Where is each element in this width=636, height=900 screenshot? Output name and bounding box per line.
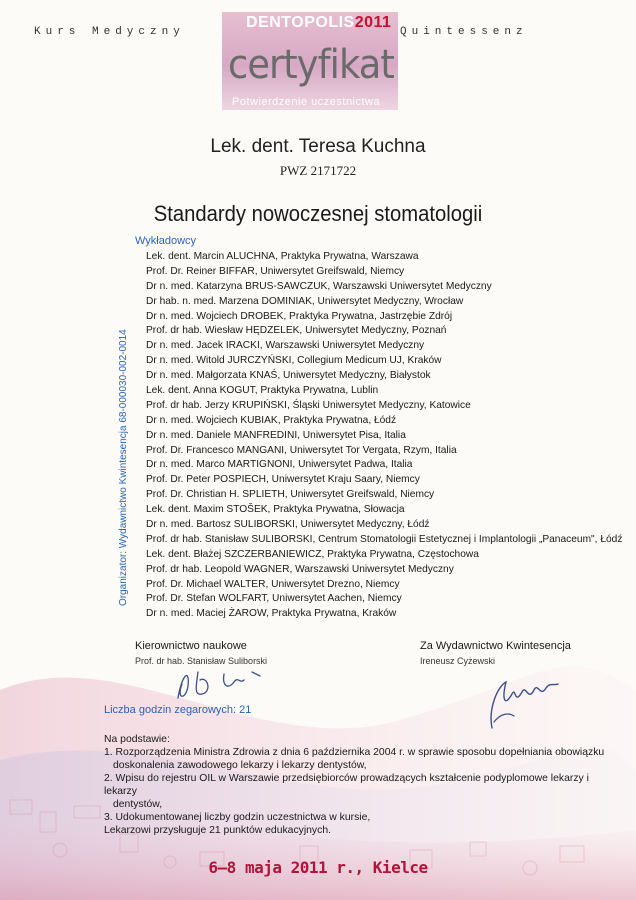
lecturer-item: Prof. Dr. Christian H. SPLIETH, Uniwersytet Greifswald, Niemcy bbox=[146, 489, 435, 501]
legal-basis-heading: Na podstawie: bbox=[104, 734, 170, 745]
recipient-name: Lek. dent. Teresa Kuchna bbox=[210, 136, 426, 157]
course-title: Standardy nowoczesnej stomatologii bbox=[153, 201, 483, 226]
publisher-name: Ireneusz Cyżewski bbox=[420, 656, 496, 666]
hours-count: Liczba godzin zegarowych: 21 bbox=[104, 704, 252, 716]
lecturer-item: Prof. dr hab. Jerzy KRUPIŃSKI, Śląski Uniwersytet Medyczny, Katowice bbox=[146, 399, 471, 411]
certificate-heading: certyfikat bbox=[228, 42, 394, 88]
scientific-director-signature bbox=[168, 664, 278, 706]
lecturer-item: Dr hab. n. med. Marzena DOMINIAK, Uniwersytet Medyczny, Wrocław bbox=[146, 295, 464, 307]
legal-basis-item: 1. Rozporządzenia Ministra Zdrowia z dnia 6 października 2004 r. w sprawie sposobu dopełniania obowiązku bbox=[104, 747, 605, 758]
lecturer-item: Lek. dent. Błażej SZCZERBANIEWICZ, Praktyka Prywatna, Częstochowa bbox=[146, 548, 479, 560]
lecturer-item: Dr n. med. Maciej ŻAROW, Praktyka Prywatna, Kraków bbox=[146, 608, 397, 620]
legal-basis-item: 2. Wpisu do rejestru OIL w Warszawie przedsiębiorców prowadzących kształcenie podyplomowe lekarzy i lekarzy bbox=[104, 773, 589, 797]
legal-basis-item: doskonalenia zawodowego lekarzy i lekarzy dentystów, bbox=[113, 760, 367, 771]
lecturer-item: Dr n. med. Witold JURCZYŃSKI, Collegium Medicum UJ, Kraków bbox=[146, 355, 442, 367]
lecturer-item: Prof. dr hab. Stanisław SULIBORSKI, Centrum Stomatologii Estetycznej i Implantologii „Panaceum", Łódź bbox=[146, 533, 623, 545]
scientific-director-name: Prof. dr hab. Stanisław Suliborski bbox=[135, 656, 268, 666]
publisher-title: Za Wydawnictwo Kwintesencja bbox=[420, 640, 571, 652]
lecturer-item: Dr n. med. Małgorzata KNAŚ, Uniwersytet Medyczny, Białystok bbox=[146, 370, 431, 382]
lecturer-item: Prof. Dr. Stefan WOLFART, Uniwersytet Aachen, Niemcy bbox=[146, 593, 402, 605]
logo-year: 2011 bbox=[354, 14, 392, 31]
scientific-director-title: Kierownictwo naukowe bbox=[135, 640, 247, 652]
lecturer-item: Dr n. med. Marco MARTIGNONI, Uniwersytet Padwa, Italia bbox=[146, 459, 413, 471]
lecturers-heading: Wykładowcy bbox=[135, 235, 197, 247]
lecturer-item: Dr n. med. Bartosz SULIBORSKI, Uniwersytet Medyczny, Łódź bbox=[146, 519, 430, 531]
lecturer-item: Prof. dr hab. Leopold WAGNER, Warszawski Uniwersytet Medyczny bbox=[146, 563, 454, 575]
legal-basis bbox=[104, 733, 624, 837]
lecturer-item: Dr n. med. Wojciech DROBEK, Praktyka Prywatna, Jastrzębie Zdrój bbox=[146, 310, 453, 322]
legal-basis-item: dentystów, bbox=[113, 799, 163, 810]
lecturer-item: Lek. dent. Marcin ALUCHNA, Praktyka Prywatna, Warszawa bbox=[146, 251, 419, 262]
lecturer-item: Lek. dent. Maxim STOŠEK, Praktyka Prywatna, Słowacja bbox=[146, 504, 405, 516]
legal-basis-conclusion: Lekarzowi przysługuje 21 punktów edukacyjnych. bbox=[104, 825, 331, 836]
event-date-location: 6–8 maja 2011 r., Kielce bbox=[208, 858, 428, 877]
lecturer-item: Prof. Dr. Francesco MANGANI, Uniwersytet Tor Vergata, Rzym, Italia bbox=[146, 444, 457, 456]
lecturer-item: Dr n. med. Jacek IRACKI, Warszawski Uniwersytet Medyczny bbox=[146, 340, 425, 352]
lecturer-item: Prof. Dr. Reiner BIFFAR, Uniwersytet Greifswald, Niemcy bbox=[146, 265, 405, 277]
organizer-vertical-text: Organizator: Wydawnictwo Kwintesencja 68-000030-002-0014 bbox=[118, 329, 129, 606]
lecturer-item: Dr n. med. Daniele MANFREDINI, Uniwersytet Pisa, Italia bbox=[146, 429, 406, 441]
lecturer-item: Prof. Dr. Michael WALTER, Uniwersytet Drezno, Niemcy bbox=[146, 578, 400, 590]
header-left-text: Kurs Medyczny bbox=[34, 26, 185, 38]
dentopolis-logo bbox=[246, 14, 391, 32]
lecturer-item: Dr n. med. Katarzyna BRUS-SAWCZUK, Warszawski Uniwersytet Medyczny bbox=[146, 280, 492, 292]
lecturer-item: Dr n. med. Wojciech KUBIAK, Praktyka Prywatna, Łódź bbox=[146, 414, 397, 426]
header-right-text: Quintessenz bbox=[400, 26, 528, 38]
recipient-pwz: PWZ 2171722 bbox=[279, 163, 357, 178]
lecturer-item: Prof. Dr. Peter POSPIECH, Uniwersytet Kraju Saary, Niemcy bbox=[146, 474, 420, 486]
certificate-subtitle: Potwierdzenie uczestnictwa bbox=[232, 96, 381, 108]
logo-prefix: DENTOPOLIS bbox=[246, 14, 355, 31]
lecturer-item: Prof. dr hab. Wiesław HĘDZELEK, Uniwersytet Medyczny, Poznań bbox=[146, 325, 447, 337]
lecturers-list bbox=[146, 250, 622, 622]
publisher-signature bbox=[484, 668, 568, 734]
legal-basis-item: 3. Udokumentowanej liczby godzin uczestnictwa w kursie, bbox=[104, 812, 371, 823]
lecturer-item: Lek. dent. Anna KOGUT, Praktyka Prywatna, Lublin bbox=[146, 385, 379, 397]
